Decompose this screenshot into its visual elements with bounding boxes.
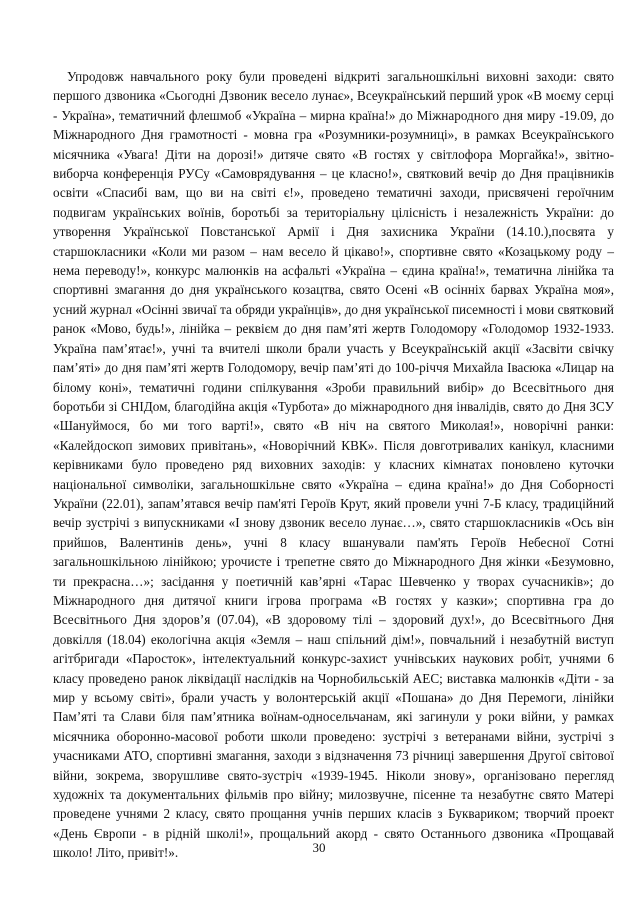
page-number: 30 [312,840,326,855]
body-paragraph: Упродовж навчального року були проведені відкриті загальношкільні виховні заходи: свято першого дзвоника «Сьогодні Дзвоник весело лунає», Всеукраїнський перший урок «В моєму серці - Україна», тематичний флешмоб «Україна – мирна країна!» до Міжнародного дня миру -19.09, до Міжнародного Дня грамотності - мовна гра «Розумники-розумниці», в рамках Всеукраїнського місячника «Увага! Діти на дорозі!» дитяче свято «В гостях у світлофора Моргайка!», звітно-виборча конференція РУСу «Самоврядування – це класно!», святковий вечір до Дня працівників освіти «Спасибі вам, що ви на світі є!», проведено тематичні заходи, присвячені героїчним подвигам українських воїнів, боротьбі за територіальну цілісність і незалежність України: до утворення Української Повстанської Армії і Дня захисника України (14.10.),посвята у старшокласники «Коли ми разом – нам весело й цікаво!», спортивне свято «Козацькому роду – нема переводу!», конкурс малюнків на асфальті «Україна – єдина країна!», тематична лінійка та спортивні змагання до дня українського козацтва, свято Осені «В осінніх барвах Україна моя», усний журнал «Осінні звичаї та обряди українців», до дня української писемності і мови святковий ранок «Мово, будь!», лінійка – реквієм до дня пам’яті жертв Голодомору «Голодомор 1932-1933. Україна пам’ятає!», учні та вчителі школи брали участь у Всеукраїнській акції «Засвіти свічку пам’яті» до дня пам’яті жертв Голодомору, вечір пам’яті до 100-річчя Михайла Івасюка «Лицар на білому коні», тематичні години спілкування «Зроби правильний вибір» до Всесвітнього дня боротьби зі СНІДом, благодійна акція «Турбота» до міжнародного дня інвалідів, свято до Дня ЗСУ «Шануймося, бо ми того варті!», свято «В ніч на святого Миколая!», новорічні ранки: «Калейдоскоп зимових привітань», «Новорічний КВК». Після довготривалих канікул, класними керівниками було проведено ряд виховних заходів: у класних кімнатах поновлено куточки національної символіки, загальношкільне свято «Україна – єдина країна!» до Дня Соборності України (22.01), запам’ятався вечір пам'яті Героїв Крут, який провели учні 7-Б класу, традиційний вечір зустрічі з випускниками «І знову дзвоник весело лунає…», свято старшокласників «Ось він прийшов, Валентинів день», учні 8 класу вшанували пам'ять Героїв Небесної Сотні загальношкільною лінійкою; урочисте і трепетне свято до Міжнародного Дня жінки «Безумовно, ти прекрасна…»; засідання у поетичній кав’ярні «Тарас Шевченко у творах сучасників»; до Міжнародного дня дитячої книги ігрова програма «В гостях у казки»; спортивна гра до Всесвітнього Дня здоров’я (07.04), «В здоровому тілі – здоровий дух!», до Всесвітнього Дня довкілля (18.04) екологічна акція «Земля – наш спільний дім!», повчальний і незабутній виступ агітбригади «Паросток», інтелектуальний конкурс-захист учнівських наукових робіт, учнями 6 класу проведено ранок ліквідації наслідків на Чорнобильській АЕС; виставка малюнків «Діти - за мир у всьому світі», брали участь у волонтерській акції «Пошана» до Дня Перемоги, лінійки Пам’яті та Слави біля пам’ятника воїнам-односельчанам, які загинули у роки війни, у рамках місячника оборонно-масової роботи школи проведено: зустрічі з ветеранами війни, зустрічі з учасниками АТО, спортивні змагання, заходи з відзначення 73 річниці завершення Другої світової війни, зокрема, зворушливе свято-зустріч «1939-1945. Ніколи знову», організовано перегляд художніх та документальних фільмів про війну; милозвучне, пісенне та незабутнє свято Матері проведене учнями 2 класу, свято прощання учнів перших класів з Букварикoм; творчий проект «День Європи - в рідній школі!», прощальний акорд - свято Останнього дзвоника «Прощавай школо! Літо, привіт!». [53,69,614,861]
